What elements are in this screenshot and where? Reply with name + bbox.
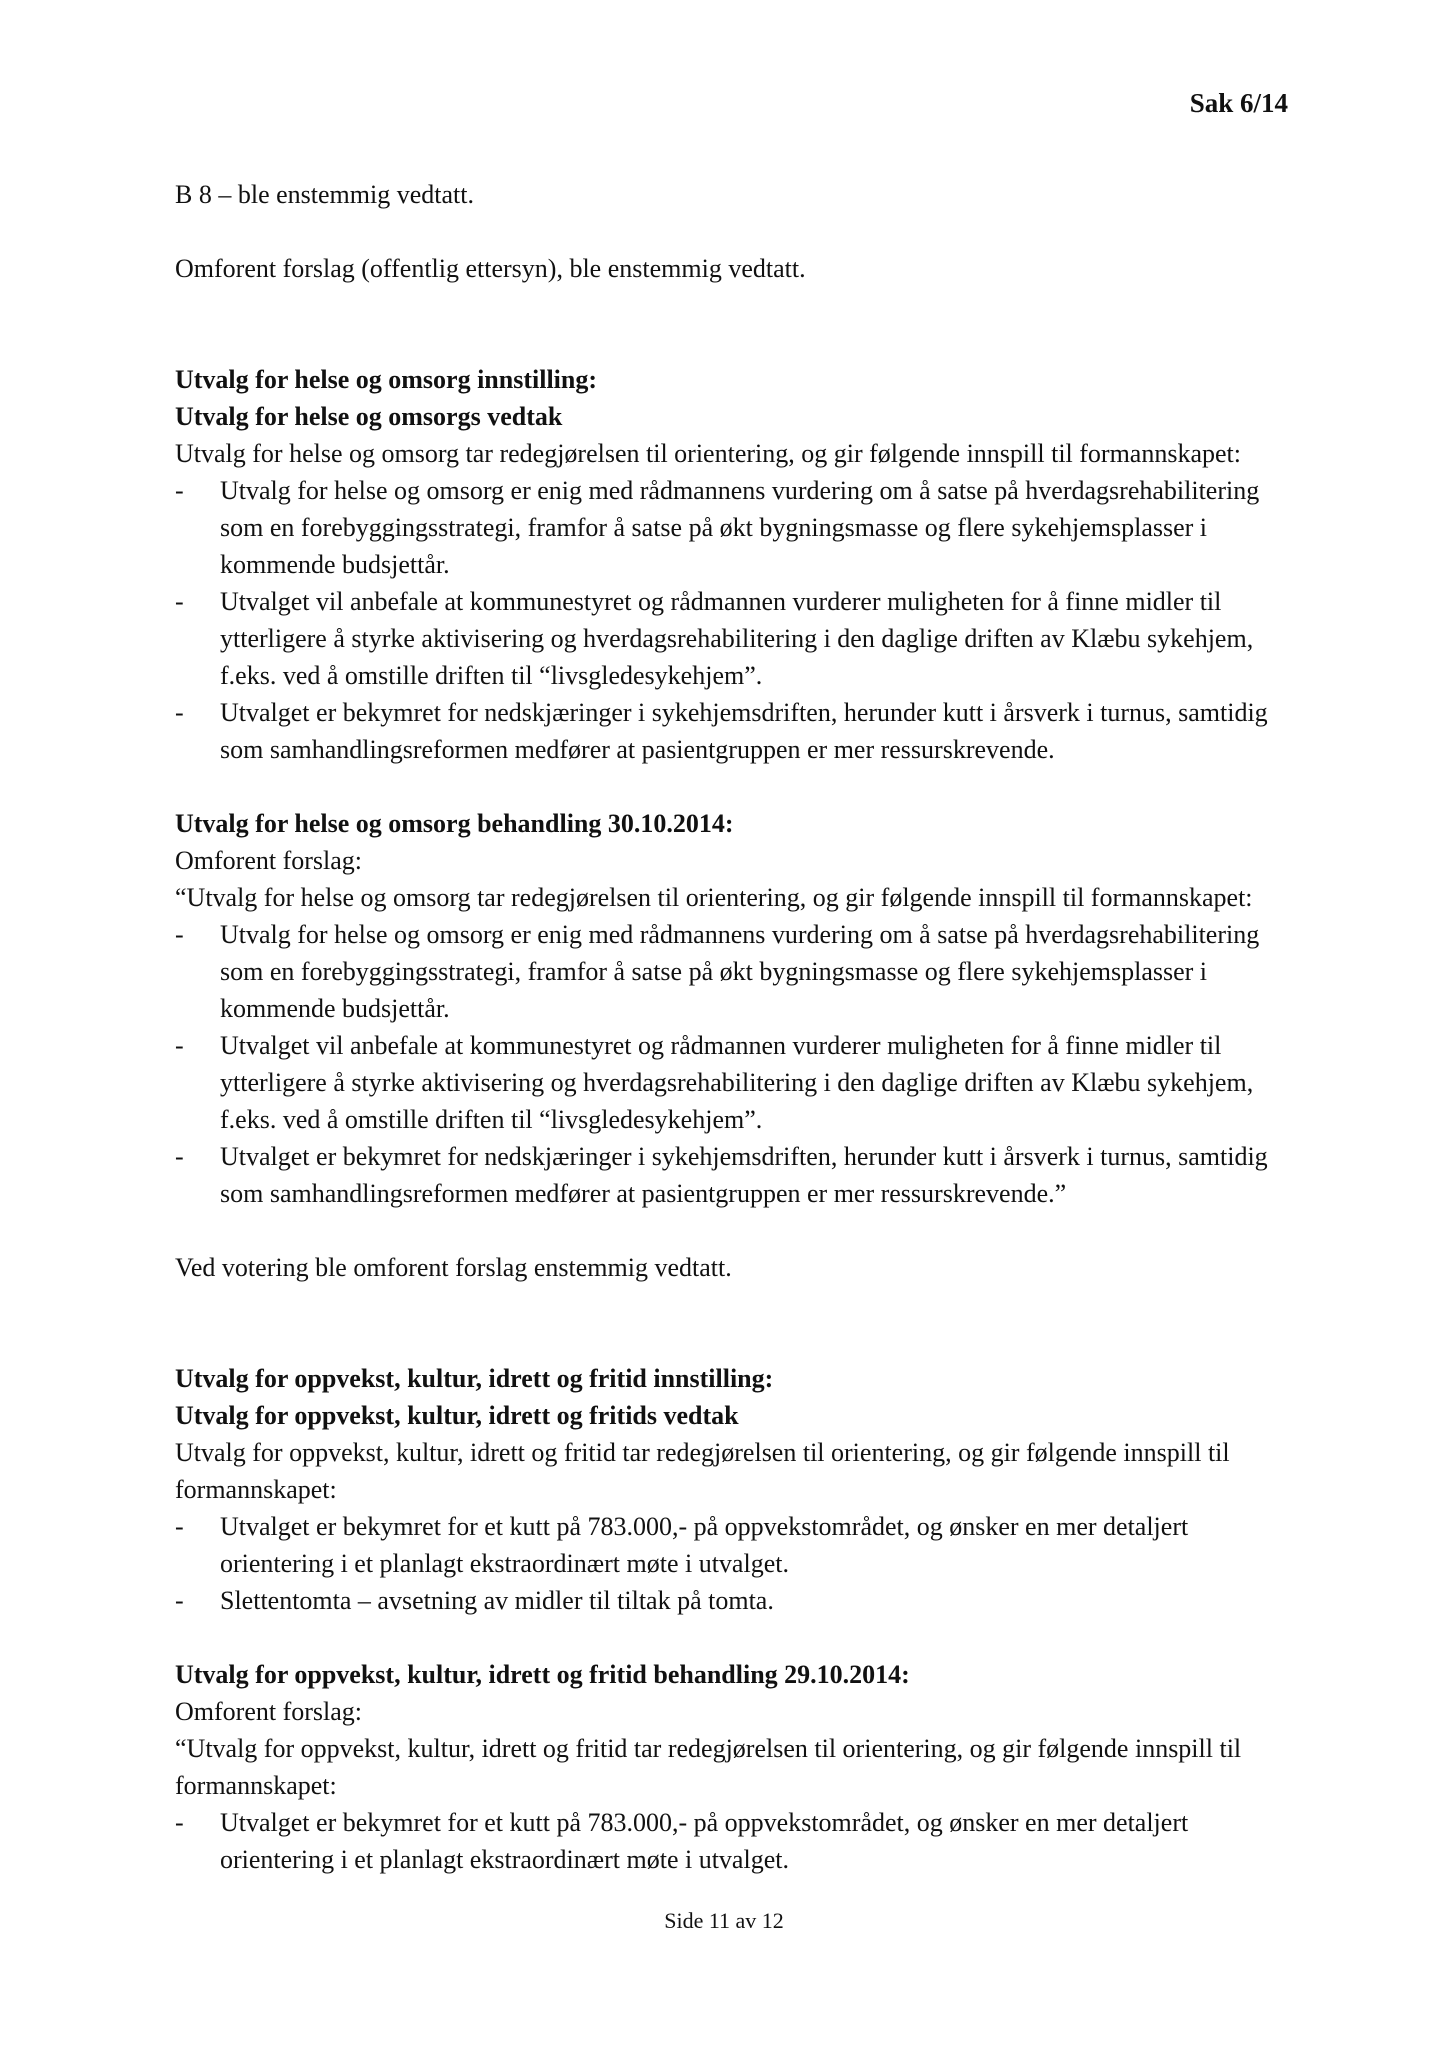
- section-subheading: Utvalg for oppvekst, kultur, idrett og fritids vedtak: [175, 1401, 739, 1430]
- page-number: Side 11 av 12: [664, 1908, 784, 1933]
- section-intro: Utvalg for helse og omsorg tar redegjørelsen til orientering, og gir følgende innspill til formannskapet:: [175, 439, 1241, 468]
- section-label: Omforent forslag:: [175, 1697, 363, 1726]
- intro-line-2: Omforent forslag (offentlig ettersyn), ble enstemmig vedtatt.: [175, 254, 806, 283]
- voting-result: Ved votering ble omforent forslag enstemmig vedtatt.: [175, 1253, 732, 1282]
- list-item-text: Utvalget er bekymret for et kutt på 783.000,- på oppvekstområdet, og ønsker en mer detaljert orientering i et planlagt ekstraordinært møte i utvalget.: [220, 1808, 1189, 1874]
- section-subheading: Utvalg for helse og omsorgs vedtak: [175, 402, 563, 431]
- bullet-dash: -: [175, 1586, 184, 1615]
- case-reference: Sak 6/14: [1189, 88, 1288, 118]
- section-heading: Utvalg for helse og omsorg behandling 30.10.2014:: [175, 809, 734, 838]
- list-item-text: Utvalget er bekymret for nedskjæringer i sykehjemsdriften, herunder kutt i årsverk i turnus, samtidig som samhandlingsreformen medfører at pasientgruppen er mer ressurskrevende.”: [220, 1142, 1268, 1208]
- oppvekst-behandling-section: [175, 1656, 1305, 1878]
- bullet-dash: -: [175, 1142, 184, 1171]
- list-item-text: Utvalget vil anbefale at kommunestyret og rådmannen vurderer muligheten for å finne midler til ytterligere å styrke aktivisering og hverdagsrehabilitering i den daglige driften av Klæbu sykehjem, f.eks. ved å omstille driften til “livsgledesykehjem”.: [220, 587, 1254, 690]
- oppvekst-innstilling-section: [175, 1360, 1305, 1619]
- bullet-dash: -: [175, 1031, 184, 1060]
- list-item: [175, 1138, 1305, 1212]
- bullet-dash: -: [175, 920, 184, 949]
- list-item-text: Utvalget er bekymret for nedskjæringer i sykehjemsdriften, herunder kutt i årsverk i turnus, samtidig som samhandlingsreformen medfører at pasientgruppen er mer ressurskrevende.: [220, 698, 1268, 764]
- list-item-text: Utvalget vil anbefale at kommunestyret og rådmannen vurderer muligheten for å finne midler til ytterligere å styrke aktivisering og hverdagsrehabilitering i den daglige driften av Klæbu sykehjem, f.eks. ved å omstille driften til “livsgledesykehjem”.: [220, 1031, 1254, 1134]
- bullet-dash: -: [175, 1808, 184, 1837]
- intro-line-1: B 8 – ble enstemmig vedtatt.: [175, 180, 474, 209]
- bullet-dash: -: [175, 1512, 184, 1541]
- list-item-text: Utvalg for helse og omsorg er enig med rådmannens vurdering om å satse på hverdagsrehabilitering som en forebyggingsstrategi, framfor å satse på økt bygningsmasse og flere sykehjemsplasser i kommende budsjettår.: [220, 920, 1260, 1023]
- list-item-text: Utvalget er bekymret for et kutt på 783.000,- på oppvekstområdet, og ønsker en mer detaljert orientering i et planlagt ekstraordinært møte i utvalget.: [220, 1512, 1189, 1578]
- list-item: [175, 583, 1305, 694]
- bullet-dash: -: [175, 587, 184, 616]
- helse-innstilling-section: [175, 361, 1305, 768]
- section-intro: “Utvalg for helse og omsorg tar redegjørelsen til orientering, og gir følgende innspill til formannskapet:: [175, 883, 1253, 912]
- list-item: [175, 1027, 1305, 1138]
- list-item: [175, 1508, 1305, 1582]
- list-item-text: Slettentomta – avsetning av midler til tiltak på tomta.: [220, 1586, 774, 1615]
- list-item-text: Utvalg for helse og omsorg er enig med rådmannens vurdering om å satse på hverdagsrehabilitering som en forebyggingsstrategi, framfor å satse på økt bygningsmasse og flere sykehjemsplasser i kommende budsjettår.: [220, 476, 1260, 579]
- section-heading: Utvalg for oppvekst, kultur, idrett og fritid innstilling:: [175, 1364, 774, 1393]
- section-intro: “Utvalg for oppvekst, kultur, idrett og fritid tar redegjørelsen til orientering, og gir følgende innspill til formannskapet:: [175, 1734, 1242, 1800]
- helse-behandling-section: [175, 805, 1305, 1286]
- list-item: [175, 472, 1305, 583]
- list-item: [175, 1804, 1305, 1878]
- section-heading: Utvalg for oppvekst, kultur, idrett og fritid behandling 29.10.2014:: [175, 1660, 910, 1689]
- bullet-dash: -: [175, 476, 184, 505]
- section-label: Omforent forslag:: [175, 846, 363, 875]
- list-item: [175, 694, 1305, 768]
- section-intro: Utvalg for oppvekst, kultur, idrett og fritid tar redegjørelsen til orientering, og gir følgende innspill til formannskapet:: [175, 1438, 1230, 1504]
- document-body: [175, 176, 1305, 1878]
- bullet-dash: -: [175, 698, 184, 727]
- section-heading: Utvalg for helse og omsorg innstilling:: [175, 365, 598, 394]
- list-item: [175, 916, 1305, 1027]
- list-item: [175, 1582, 1305, 1619]
